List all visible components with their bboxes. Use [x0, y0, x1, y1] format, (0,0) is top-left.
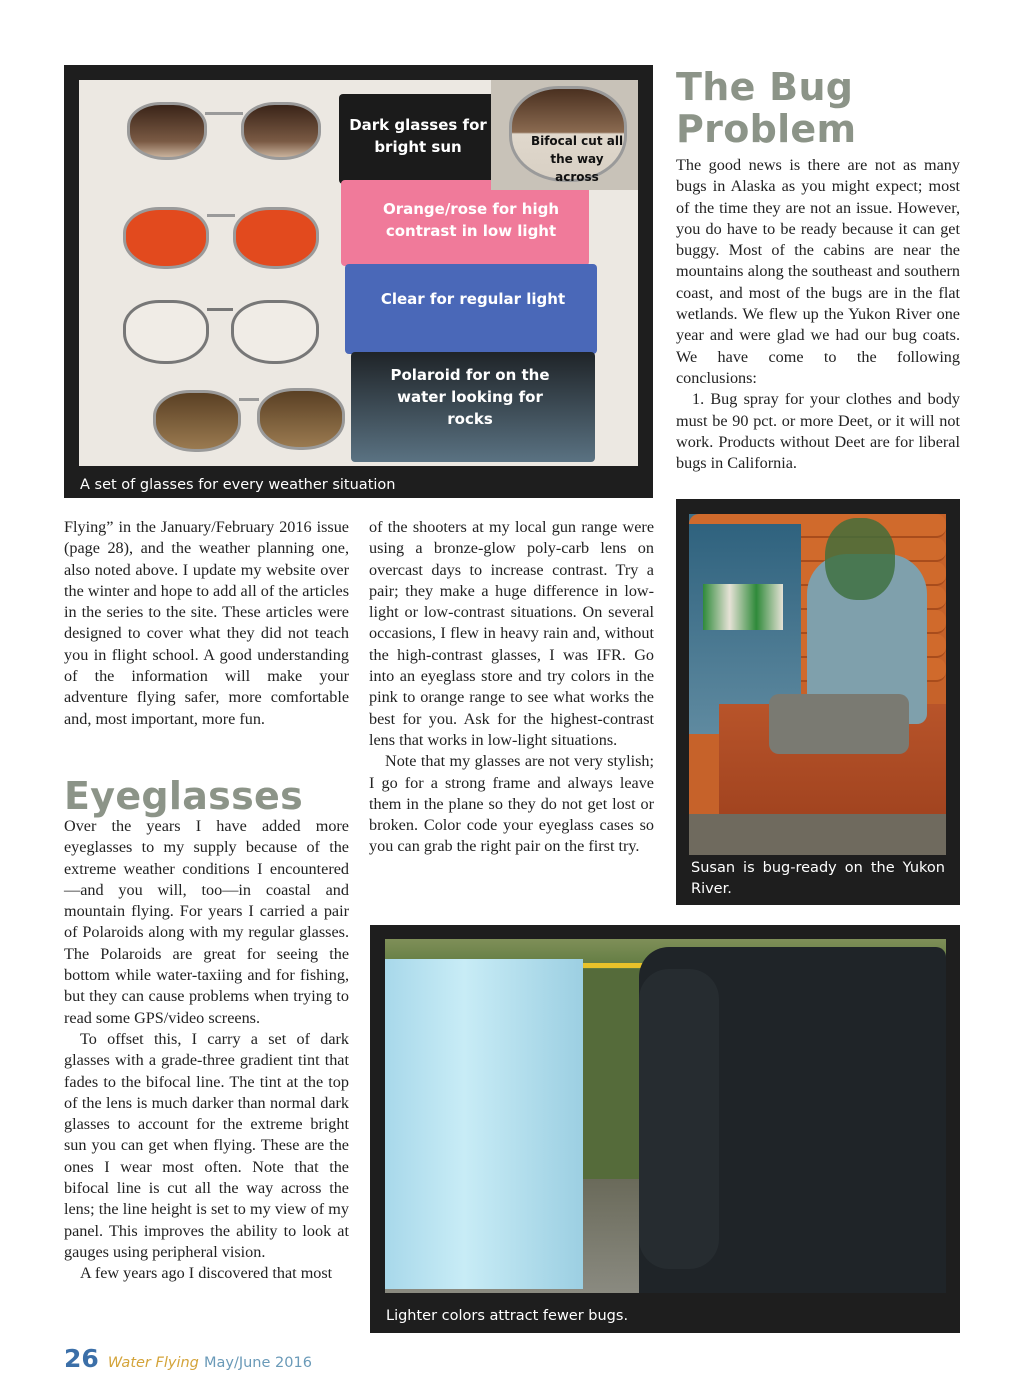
polaroid-glasses-label: Polaroid for on the water looking for rocks	[390, 366, 550, 428]
orange-lens-right	[233, 207, 319, 269]
clear-lens-left	[123, 300, 209, 364]
eyeglasses-paragraph-1: Over the years I have added more eyeglasses to my supply because of the extreme weather conditions I encountered—and you will, too—in coastal and mountain flying. For years I carried a pair of Polaroids along with my regular glasses. The Polaroids are great for seeing the bottom while water-taxiing and for fishing, but they can cause problems when trying to read some GPS/video screens.	[64, 817, 349, 1027]
glasses-caption: A set of glasses for every weather situation	[80, 477, 396, 493]
polaroid-lens-left	[153, 390, 241, 452]
dark-shirt-sleeve	[639, 969, 719, 1269]
bug-problem-heading	[676, 66, 966, 150]
col1-paragraph-1: Flying” in the January/February 2016 issue (page 28), and the weather planning one, also noted above. I update my website over the winter and hope to add all of the articles in the series to the site. These articles were designed to cover what they did not teach you in flight school. A good understanding of the information will make your adventure flying safer, more comfortable and, most important, more fun.	[64, 518, 349, 728]
bug-problem-text	[676, 155, 960, 474]
orange-glasses-label: Orange/rose for high contrast in low light	[382, 200, 560, 240]
bug-heading-line2: Problem	[676, 107, 857, 151]
column-2-text	[369, 517, 654, 858]
dark-glasses-label: Dark glasses for bright sun	[349, 116, 487, 156]
ground	[689, 814, 946, 855]
col2-paragraph-1: of the shooters at my local gun range were using a bronze-glow poly-carb lens on overcast days to increase contrast. Try a pair; they make a huge difference in low-light or low-contrast situations. On several occasions, I flew in heavy rain and, without the high-contrast glasses, I was IFR. Go into an eyeglass store and try colors in the pink to orange range to see what works the best for you. Ask for the highest-contrast lens that works in low-light situations.	[369, 518, 654, 749]
dark-lens-right	[241, 102, 321, 160]
issue-date: May/June 2016	[203, 1355, 312, 1371]
eyeglasses-text	[64, 816, 349, 1285]
clothes-photo	[385, 939, 946, 1293]
page-number: 26	[64, 1344, 99, 1373]
light-blue-shirt	[385, 959, 583, 1289]
eyeglasses-heading: Eyeglasses	[64, 774, 303, 818]
eyeglasses-paragraph-3: A few years ago I discovered that most	[80, 1264, 333, 1283]
column-1-text	[64, 517, 349, 730]
clothes-caption: Lighter colors attract fewer bugs.	[386, 1308, 629, 1324]
clear-glasses-label: Clear for regular light	[380, 290, 566, 308]
spray-bottles	[703, 584, 783, 630]
bug-paragraph-1: The good news is there are not as many bugs in Alaska as you might expect; most of the time they are not an issue. However, you do have to be ready because it can get buggy. Most of the cabins are near the mountains along the southeast and southern coast, and most of the bugs are in the flat wetlands. We flew up the Yukon River one year and were glad we had our bug coats. We have come to the following conclusions:	[676, 156, 960, 387]
clear-lens-right	[231, 300, 319, 364]
glasses-photo	[79, 80, 638, 466]
polaroid-lens-right	[257, 388, 345, 450]
page-footer	[64, 1344, 312, 1373]
person-legs	[769, 694, 909, 754]
dark-lens-left	[127, 102, 207, 160]
bug-paragraph-2: 1. Bug spray for your clothes and body must be 90 pct. or more Deet, or it will not work. Products without Deet are for liberal bugs in California.	[676, 390, 960, 473]
bifocal-inset	[491, 80, 638, 190]
magazine-name: Water Flying	[107, 1355, 199, 1371]
bug-heading-line1: The Bug	[676, 65, 854, 109]
eyeglasses-paragraph-2: To offset this, I carry a set of dark glasses with a grade-three gradient tint that fades to the bifocal line. The tint at the top of the lens is much darker than normal dark glasses to account for the extreme bright sun you can get when flying. These are the ones I wear most often. Note that the bifocal line is cut all the way across the lens; the line height is set to my view of my panel. This improves the ability to look at gauges using peripheral vision.	[64, 1029, 349, 1261]
bug-ready-photo	[689, 514, 946, 855]
bifocal-label: Bifocal cut all the way across	[530, 134, 624, 184]
col2-paragraph-2: Note that my glasses are not very stylish; I go for a strong frame and always leave them in the plane so they do not get lost or broken. Color code your eyeglass cases so you can grab the right pair on the first try.	[369, 752, 654, 856]
person-head-net	[825, 518, 895, 600]
bug-ready-caption: Susan is bug-ready on the Yukon River.	[691, 860, 945, 897]
orange-lens-left	[123, 207, 209, 269]
